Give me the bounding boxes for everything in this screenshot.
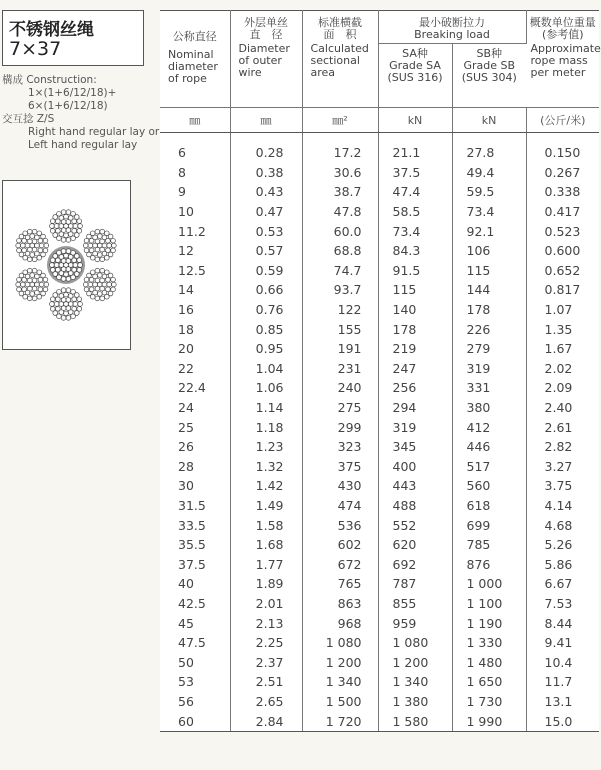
- sectional-area-cell: 240: [302, 378, 378, 398]
- outer-wire-diameter-cell: 2.13: [230, 613, 302, 633]
- breaking-load-sa-cell: 247: [378, 359, 452, 379]
- header-area: 标准横截 面 积 Calculated sectional area: [302, 11, 378, 108]
- table-row: [160, 300, 599, 320]
- breaking-load-sa-cell: 1 580: [378, 711, 452, 731]
- outer-wire-diameter-cell: 2.25: [230, 633, 302, 653]
- rope-mass-cell: 4.68: [544, 517, 573, 533]
- nominal-diameter-cell: 28: [160, 457, 230, 477]
- outer-wire-diameter-cell: 1.89: [230, 574, 302, 594]
- breaking-load-sa-cell: 1 200: [378, 652, 452, 672]
- rope-mass-cell: 2.02: [544, 360, 573, 376]
- header-nominal: 公称直径 Nominal diameter of rope: [160, 11, 230, 108]
- rope-mass-cell: 0.652: [544, 262, 581, 278]
- nominal-diameter-cell: 37.5: [160, 554, 230, 574]
- nominal-diameter-cell: 20: [160, 339, 230, 359]
- outer-wire-diameter-cell: 0.47: [230, 202, 302, 222]
- outer-wire-diameter-cell: 2.37: [230, 652, 302, 672]
- breaking-load-sb-cell: 1 100: [452, 594, 526, 614]
- table-row: [160, 339, 599, 359]
- sectional-area-cell: 602: [302, 535, 378, 555]
- breaking-load-sa-cell: 787: [378, 574, 452, 594]
- nominal-diameter-cell: 56: [160, 692, 230, 712]
- outer-wire-diameter-cell: 1.06: [230, 378, 302, 398]
- rope-mass-cell: 0.150: [544, 145, 581, 161]
- outer-wire-diameter-cell: 1.23: [230, 437, 302, 457]
- rope-mass-cell: 7.53: [544, 595, 573, 611]
- breaking-load-sa-cell: 620: [378, 535, 452, 555]
- rope-mass-cell: 4.14: [544, 497, 573, 513]
- breaking-load-sa-cell: 37.5: [378, 163, 452, 183]
- lay-desc1: Right hand regular lay or: [28, 126, 160, 138]
- table-row: [160, 574, 599, 594]
- breaking-load-sa-cell: 47.4: [378, 182, 452, 202]
- rope-mass-cell: 0.523: [544, 223, 581, 239]
- rope-mass-cell: 15.0: [526, 711, 599, 731]
- breaking-load-sa-cell: 21.1: [378, 133, 452, 163]
- outer-wire-diameter-cell: 1.68: [230, 535, 302, 555]
- product-title-cn: 不锈钢丝绳: [9, 20, 94, 40]
- breaking-load-sa-cell: 319: [378, 417, 452, 437]
- rope-mass-cell: 2.61: [544, 419, 573, 435]
- breaking-load-sa-cell: 58.5: [378, 202, 452, 222]
- outer-wire-diameter-cell: 1.04: [230, 359, 302, 379]
- sectional-area-cell: 93.7: [302, 280, 378, 300]
- header-breaking-load: 最小破断拉力 Breaking load: [378, 11, 526, 44]
- rope-mass-cell: 10.4: [544, 654, 573, 670]
- sectional-area-cell: 1 080: [302, 633, 378, 653]
- rope-mass-cell: 13.1: [544, 693, 573, 709]
- table-row: [160, 182, 599, 202]
- rope-mass-cell: 2.82: [544, 439, 573, 455]
- sectional-area-cell: 765: [302, 574, 378, 594]
- breaking-load-sa-cell: 178: [378, 319, 452, 339]
- breaking-load-sb-cell: 178: [452, 300, 526, 320]
- sectional-area-cell: 1 200: [302, 652, 378, 672]
- table-row: [160, 515, 599, 535]
- breaking-load-sa-cell: 140: [378, 300, 452, 320]
- table-row: [160, 633, 599, 653]
- table-row: [160, 221, 599, 241]
- breaking-load-sa-cell: 855: [378, 594, 452, 614]
- rope-cross-section-diagram: [3, 181, 130, 349]
- outer-wire-diameter-cell: 0.85: [230, 319, 302, 339]
- rope-mass-cell: 0.600: [544, 243, 581, 259]
- breaking-load-sb-cell: 319: [452, 359, 526, 379]
- table-row: [160, 280, 599, 300]
- rope-mass-cell: 8.44: [544, 615, 573, 631]
- breaking-load-sa-cell: 91.5: [378, 261, 452, 281]
- rope-mass-cell: 5.26: [544, 537, 573, 553]
- outer-wire-diameter-cell: 1.58: [230, 515, 302, 535]
- breaking-load-sb-cell: 1 730: [452, 692, 526, 712]
- sectional-area-cell: 60.0: [302, 221, 378, 241]
- breaking-load-sb-cell: 106: [452, 241, 526, 261]
- outer-wire-diameter-cell: 0.66: [230, 280, 302, 300]
- nominal-diameter-cell: 22.4: [160, 378, 230, 398]
- outer-wire-diameter-cell: 1.14: [230, 398, 302, 418]
- outer-wire-diameter-cell: 0.38: [230, 163, 302, 183]
- sectional-area-cell: 30.6: [302, 163, 378, 183]
- header-outer-wire: 外层单丝 直 径 Diameter of outer wire: [230, 11, 302, 108]
- outer-wire-diameter-cell: 2.84: [230, 711, 302, 731]
- breaking-load-sa-cell: 959: [378, 613, 452, 633]
- table-row: [160, 476, 599, 496]
- outer-wire-diameter-cell: 1.49: [230, 496, 302, 516]
- table-row: [160, 554, 599, 574]
- header-mass: 概数单位重量 (参考值) Approximate rope mass per meter: [529, 16, 601, 79]
- nominal-diameter-cell: 11.2: [160, 221, 230, 241]
- rope-mass-cell: 0.817: [544, 282, 581, 298]
- breaking-load-sa-cell: 1 080: [378, 633, 452, 653]
- construction-label-en: Construction:: [26, 74, 97, 86]
- breaking-load-sa-cell: 692: [378, 554, 452, 574]
- rope-mass-cell: 2.09: [544, 380, 573, 396]
- breaking-load-sb-cell: 785: [452, 535, 526, 555]
- construction-info: [2, 74, 160, 152]
- construction-line1: 1×(1+6/12/18)+: [28, 87, 117, 99]
- table-row: [160, 378, 599, 398]
- breaking-load-sa-cell: 1 380: [378, 692, 452, 712]
- nominal-diameter-cell: 30: [160, 476, 230, 496]
- rope-mass-cell: 0.267: [544, 164, 581, 180]
- rope-mass-cell: 6.67: [544, 576, 573, 592]
- sectional-area-cell: 375: [302, 457, 378, 477]
- breaking-load-sb-cell: 876: [452, 554, 526, 574]
- sectional-area-cell: 68.8: [302, 241, 378, 261]
- sectional-area-cell: 474: [302, 496, 378, 516]
- rope-mass-cell: 2.40: [544, 400, 573, 416]
- spec-table-body: [160, 133, 599, 732]
- table-row: [160, 202, 599, 222]
- breaking-load-sa-cell: 115: [378, 280, 452, 300]
- breaking-load-sb-cell: 1 990: [452, 711, 526, 731]
- rope-mass-cell: 3.75: [544, 478, 573, 494]
- breaking-load-sb-cell: 380: [452, 398, 526, 418]
- breaking-load-sb-cell: 49.4: [452, 163, 526, 183]
- table-row: [160, 133, 599, 163]
- table-row: [160, 163, 599, 183]
- nominal-diameter-cell: 12: [160, 241, 230, 261]
- table-row: [160, 613, 599, 633]
- breaking-load-sa-cell: 73.4: [378, 221, 452, 241]
- rope-mass-cell: 0.417: [544, 204, 581, 220]
- unit-mass: (公斤/米): [526, 108, 599, 133]
- rope-mass-cell: 9.41: [544, 635, 573, 651]
- spec-table: [160, 10, 599, 732]
- breaking-load-sa-cell: 443: [378, 476, 452, 496]
- outer-wire-diameter-cell: 0.53: [230, 221, 302, 241]
- breaking-load-sb-cell: 92.1: [452, 221, 526, 241]
- breaking-load-sb-cell: 517: [452, 457, 526, 477]
- outer-wire-diameter-cell: 1.77: [230, 554, 302, 574]
- rope-mass-cell: 5.86: [544, 556, 573, 572]
- table-row: [160, 496, 599, 516]
- breaking-load-sb-cell: 73.4: [452, 202, 526, 222]
- unit-sb: kN: [452, 108, 526, 133]
- table-row: [160, 535, 599, 555]
- breaking-load-sa-cell: 488: [378, 496, 452, 516]
- sectional-area-cell: 1 500: [302, 692, 378, 712]
- sectional-area-cell: 672: [302, 554, 378, 574]
- nominal-diameter-cell: 60: [160, 711, 230, 731]
- nominal-diameter-cell: 45: [160, 613, 230, 633]
- unit-sa: kN: [378, 108, 452, 133]
- outer-wire-diameter-cell: 1.32: [230, 457, 302, 477]
- breaking-load-sb-cell: 446: [452, 437, 526, 457]
- table-row: [160, 594, 599, 614]
- table-row: [160, 711, 599, 731]
- table-row: [160, 241, 599, 261]
- nominal-diameter-cell: 12.5: [160, 261, 230, 281]
- table-row: [160, 398, 599, 418]
- rope-mass-cell: 1.35: [544, 321, 573, 337]
- rope-mass-cell: 11.7: [544, 674, 573, 690]
- table-row: [160, 692, 599, 712]
- outer-wire-diameter-cell: 0.76: [230, 300, 302, 320]
- breaking-load-sb-cell: 59.5: [452, 182, 526, 202]
- sectional-area-cell: 122: [302, 300, 378, 320]
- nominal-diameter-cell: 18: [160, 319, 230, 339]
- nominal-diameter-cell: 35.5: [160, 535, 230, 555]
- construction-label-cn: 構成: [2, 74, 23, 86]
- table-row: [160, 261, 599, 281]
- unit-outer-wire: ㎜: [230, 108, 302, 133]
- unit-nominal: ㎜: [160, 108, 230, 133]
- nominal-diameter-cell: 47.5: [160, 633, 230, 653]
- nominal-diameter-cell: 10: [160, 202, 230, 222]
- nominal-diameter-cell: 16: [160, 300, 230, 320]
- breaking-load-sb-cell: 27.8: [452, 133, 526, 163]
- unit-area: ㎜²: [302, 108, 378, 133]
- nominal-diameter-cell: 8: [160, 163, 230, 183]
- nominal-diameter-cell: 26: [160, 437, 230, 457]
- nominal-diameter-cell: 42.5: [160, 594, 230, 614]
- sectional-area-cell: 231: [302, 359, 378, 379]
- outer-wire-diameter-cell: 1.18: [230, 417, 302, 437]
- table-row: [160, 652, 599, 672]
- breaking-load-sb-cell: 412: [452, 417, 526, 437]
- breaking-load-sa-cell: 219: [378, 339, 452, 359]
- outer-wire-diameter-cell: 1.42: [230, 476, 302, 496]
- breaking-load-sa-cell: 1 340: [378, 672, 452, 692]
- header-grade-sb: SB种 Grade SB (SUS 304): [452, 44, 526, 108]
- sectional-area-cell: 323: [302, 437, 378, 457]
- table-row: [160, 672, 599, 692]
- breaking-load-sa-cell: 84.3: [378, 241, 452, 261]
- rope-mass-cell: 1.07: [544, 302, 573, 318]
- product-title-box: [2, 10, 144, 66]
- outer-wire-diameter-cell: 0.95: [230, 339, 302, 359]
- rope-cross-section-figure: [2, 180, 131, 350]
- breaking-load-sb-cell: 1 000: [452, 574, 526, 594]
- nominal-diameter-cell: 40: [160, 574, 230, 594]
- breaking-load-sb-cell: 699: [452, 515, 526, 535]
- breaking-load-sa-cell: 400: [378, 457, 452, 477]
- sectional-area-cell: 38.7: [302, 182, 378, 202]
- table-row: [160, 457, 599, 477]
- breaking-load-sb-cell: 1 480: [452, 652, 526, 672]
- lay-label-cn: 交互捻: [2, 113, 34, 125]
- nominal-diameter-cell: 50: [160, 652, 230, 672]
- header-grade-sa: SA种 Grade SA (SUS 316): [378, 44, 452, 108]
- table-row: [160, 319, 599, 339]
- lay-desc2: Left hand regular lay: [28, 139, 138, 151]
- outer-wire-diameter-cell: 2.01: [230, 594, 302, 614]
- sectional-area-cell: 430: [302, 476, 378, 496]
- sectional-area-cell: 275: [302, 398, 378, 418]
- nominal-diameter-cell: 33.5: [160, 515, 230, 535]
- nominal-diameter-cell: 24: [160, 398, 230, 418]
- sectional-area-cell: 299: [302, 417, 378, 437]
- breaking-load-sb-cell: 1 190: [452, 613, 526, 633]
- outer-wire-diameter-cell: 0.28: [230, 133, 302, 163]
- outer-wire-diameter-cell: 0.57: [230, 241, 302, 261]
- breaking-load-sa-cell: 294: [378, 398, 452, 418]
- sectional-area-cell: 863: [302, 594, 378, 614]
- breaking-load-sb-cell: 331: [452, 378, 526, 398]
- breaking-load-sa-cell: 552: [378, 515, 452, 535]
- breaking-load-sa-cell: 256: [378, 378, 452, 398]
- breaking-load-sb-cell: 560: [452, 476, 526, 496]
- construction-line2: 6×(1+6/12/18): [28, 100, 108, 112]
- outer-wire-diameter-cell: 0.43: [230, 182, 302, 202]
- nominal-diameter-cell: 6: [160, 133, 230, 163]
- sectional-area-cell: 1 340: [302, 672, 378, 692]
- sectional-area-cell: 17.2: [302, 133, 378, 163]
- sectional-area-cell: 1 720: [302, 711, 378, 731]
- nominal-diameter-cell: 25: [160, 417, 230, 437]
- table-row: [160, 359, 599, 379]
- sectional-area-cell: 191: [302, 339, 378, 359]
- breaking-load-sb-cell: 144: [452, 280, 526, 300]
- breaking-load-sb-cell: 115: [452, 261, 526, 281]
- breaking-load-sb-cell: 1 650: [452, 672, 526, 692]
- sectional-area-cell: 74.7: [302, 261, 378, 281]
- outer-wire-diameter-cell: 0.59: [230, 261, 302, 281]
- product-title-code: 7×37: [9, 38, 62, 60]
- sectional-area-cell: 536: [302, 515, 378, 535]
- table-row: [160, 437, 599, 457]
- rope-mass-cell: 1.67: [544, 341, 573, 357]
- breaking-load-sb-cell: 1 330: [452, 633, 526, 653]
- breaking-load-sa-cell: 345: [378, 437, 452, 457]
- nominal-diameter-cell: 53: [160, 672, 230, 692]
- rope-mass-cell: 0.338: [544, 184, 581, 200]
- nominal-diameter-cell: 22: [160, 359, 230, 379]
- sectional-area-cell: 47.8: [302, 202, 378, 222]
- nominal-diameter-cell: 14: [160, 280, 230, 300]
- sectional-area-cell: 968: [302, 613, 378, 633]
- outer-wire-diameter-cell: 2.51: [230, 672, 302, 692]
- sectional-area-cell: 155: [302, 319, 378, 339]
- rope-mass-cell: 3.27: [544, 458, 573, 474]
- outer-wire-diameter-cell: 2.65: [230, 692, 302, 712]
- breaking-load-sb-cell: 618: [452, 496, 526, 516]
- nominal-diameter-cell: 31.5: [160, 496, 230, 516]
- breaking-load-sb-cell: 279: [452, 339, 526, 359]
- nominal-diameter-cell: 9: [160, 182, 230, 202]
- lay-value: Z/S: [36, 113, 55, 125]
- table-row: [160, 417, 599, 437]
- breaking-load-sb-cell: 226: [452, 319, 526, 339]
